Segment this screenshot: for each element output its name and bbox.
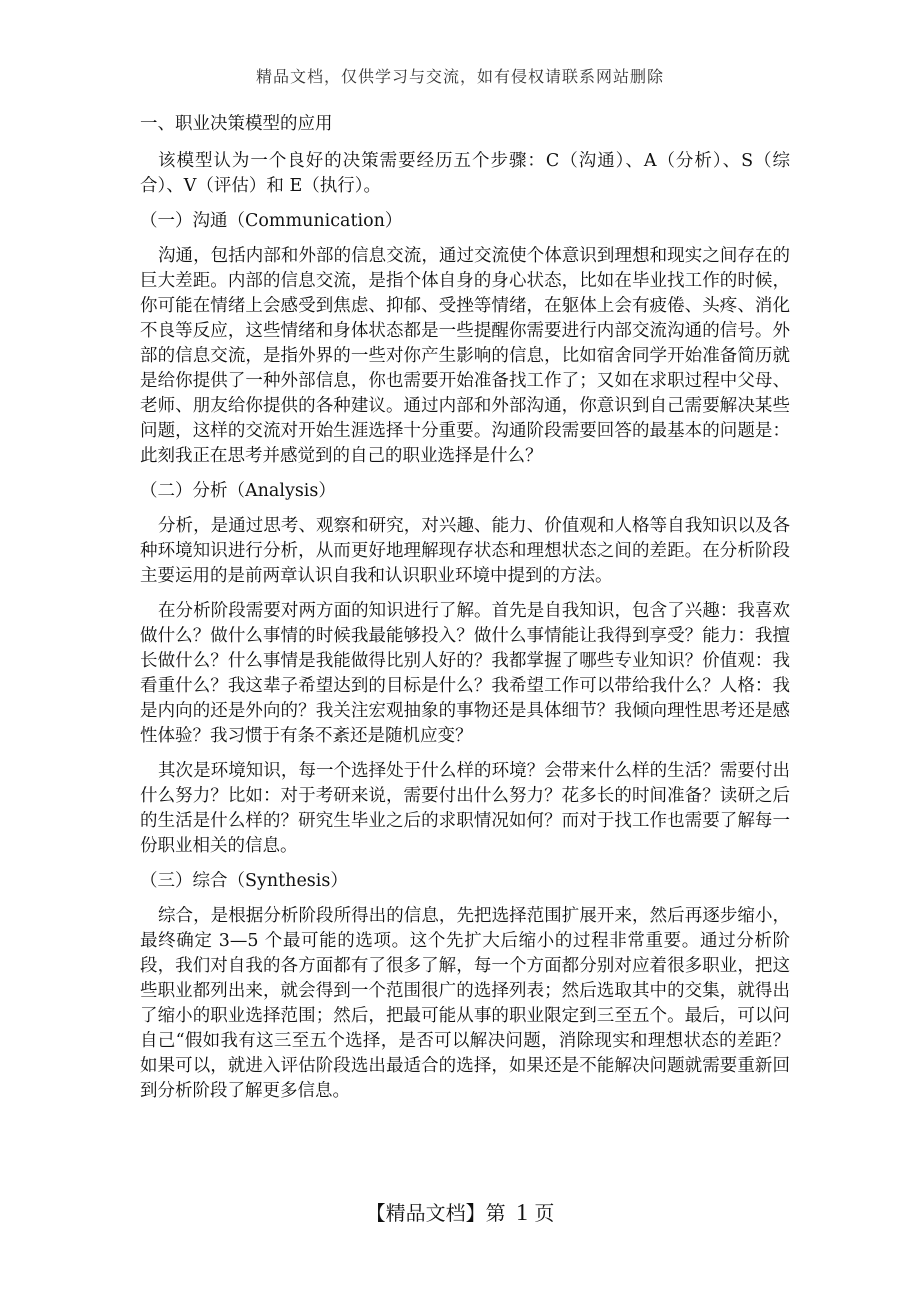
footer-label: 【精品文档】第 xyxy=(365,1201,506,1225)
analysis-paragraph-3: 其次是环境知识，每一个选择处于什么样的环境？会带来什么样的生活？需要付出什么努力？比如：对于考研来说，需要付出什么努力？花多长的时间准备？读研之后的生活是什么样的？研究生毕业之后的求职情况如何？而对于找工作也需要了解每一份职业相关的信息。 xyxy=(140,761,790,856)
section-heading-analysis: （二）分析（Analysis） xyxy=(140,481,336,501)
page-footer xyxy=(0,1197,920,1227)
section-title: 一、职业决策模型的应用 xyxy=(140,114,333,134)
intro-paragraph: 该模型认为一个良好的决策需要经历五个步骤：C（沟通）、A（分析）、S（综合）、V（评估）和 E（执行）。 xyxy=(140,151,790,196)
section-heading-synthesis: （三）综合（Synthesis） xyxy=(140,871,348,891)
document-body xyxy=(140,112,790,1114)
footer-suffix: 页 xyxy=(534,1201,555,1225)
page-number: 1 xyxy=(516,1200,528,1226)
analysis-paragraph-1: 分析，是通过思考、观察和研究，对兴趣、能力、价值观和人格等自我知识以及各种环境知识进行分析，从而更好地理解现存状态和理想状态之间的差距。在分析阶段主要运用的是前两章认识自我和认识职业环境中提到的方法。 xyxy=(140,516,790,586)
communication-paragraph: 沟通，包括内部和外部的信息交流，通过交流使个体意识到理想和现实之间存在的巨大差距。内部的信息交流，是指个体自身的身心状态，比如在毕业找工作的时候，你可能在情绪上会感受到焦虑、抑郁、受挫等情绪，在躯体上会有疲倦、头疼、消化不良等反应，这些情绪和身体状态都是一些提醒你需要进行内部交流沟通的信号。外部的信息交流，是指外界的一些对你产生影响的信息，比如宿舍同学开始准备简历就是给你提供了一种外部信息，你也需要开始准备找工作了；又如在求职过程中父母、老师、朋友给你提供的各种建议。通过内部和外部沟通，你意识到自己需要解决某些问题，这样的交流对开始生涯选择十分重要。沟通阶段需要回答的最基本的问题是：此刻我正在思考并感觉到的自己的职业选择是什么？ xyxy=(140,246,790,466)
analysis-paragraph-2: 在分析阶段需要对两方面的知识进行了解。首先是自我知识，包含了兴趣：我喜欢做什么？做什么事情的时候我最能够投入？做什么事情能让我得到享受？能力：我擅长做什么？什么事情是我能做得比别人好的？我都掌握了哪些专业知识？价值观：我看重什么？我这辈子希望达到的目标是什么？我希望工作可以带给我什么？人格：我是内向的还是外向的？我关注宏观抽象的事物还是具体细节？我倾向理性思考还是感性体验？我习惯于有条不紊还是随机应变？ xyxy=(140,601,790,746)
page-header: 精品文档，仅供学习与交流，如有侵权请联系网站删除 xyxy=(255,67,664,86)
section-heading-communication: （一）沟通（Communication） xyxy=(140,211,403,231)
synthesis-paragraph: 综合，是根据分析阶段所得出的信息，先把选择范围扩展开来，然后再逐步缩小，最终确定 3—5 个最可能的选项。这个先扩大后缩小的过程非常重要。通过分析阶段，我们对自我的各方面都有了很多了解，每一个方面都分别对应着很多职业，把这些职业都列出来，就会得到一个范围很广的选择列表；然后选取其中的交集，就得出了缩小的职业选择范围；然后，把最可能从事的职业限定到三至五个。最后，可以问自己“假如我有这三至五个选择，是否可以解决问题，消除现实和理想状态的差距？如果可以，就进入评估阶段选出最适合的选择，如果还是不能解决问题就需要重新回到分析阶段了解更多信息。 xyxy=(140,906,790,1101)
